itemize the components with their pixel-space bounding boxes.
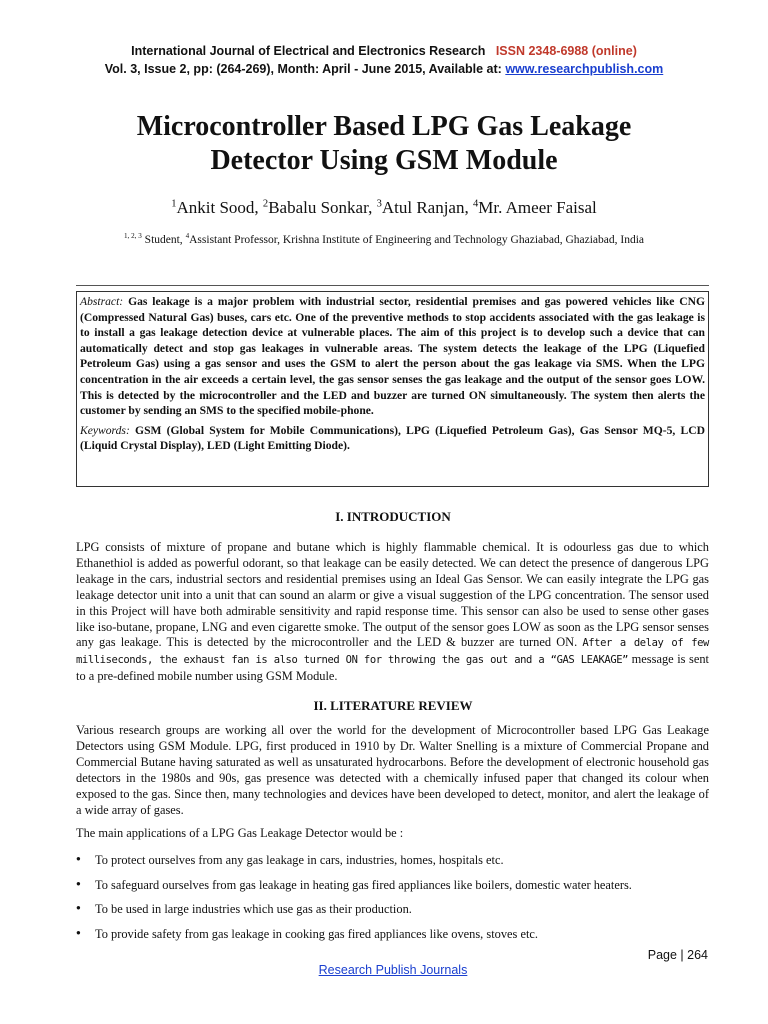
introduction-text: LPG consists of mixture of propane and butane which is highly flammable chemical. It is odourless gas due to which Ethanethiol is added as powerful odorant, so that leakage can be easily detected. We can detect the presence of dangerous LPG leakage in the cars, industrial sectors and residential premises using an Ideal Gas Sensor. We can easily integrate the LPG gas leakage detector unit into a unit that can sound an alarm or give a visual suggestion of the LPG concentration. The sensor used in this Project will have both admirable sensitivity and rapid response time. This sensor can also be used to sense other gases like iso-butane, propane, LNG and even cigarette smoke. The output of the sensor goes LOW as soon as the LPG sensor senses any gas leakage. This is detected by the microcontroller and the LED & buzzer are turned ON. — [76, 540, 709, 650]
author-4: Mr. Ameer Faisal — [478, 198, 597, 217]
journal-url-link[interactable]: www.researchpublish.com — [505, 62, 664, 76]
affiliation-text-2: Assistant Professor, Krishna Institute of Engineering and Technology Ghaziabad, Ghaziabad, India — [189, 234, 645, 246]
abstract-text: Gas leakage is a major problem with industrial sector, residential premises and gas powered vehicles like CNG (Compressed Natural Gas) buses, cars etc. One of the preventive methods to stop accidents associated with the gas leakage is to install a gas leakage detection device at vulnerable places. The aim of this project is to develop such a device that can automatically detect and stop gas leakages in vulnerable areas. The system detects the leakage of the LPG (Liquefied Petroleum Gas) using a gas sensor and uses the GSM to alert the person about the gas leakage via SMS. When the LPG concentration in the air exceeds a certain level, the gas sensor senses the gas leakage and the output of the sensor goes LOW. This is detected by the microcontroller and the LED and buzzer are turned ON simultaneously. The system then alerts the customer by sending an SMS to the specified mobile-phone. — [80, 295, 706, 418]
keywords-paragraph — [80, 423, 705, 454]
publisher-link[interactable]: Research Publish Journals — [318, 963, 468, 977]
author-2-sup: 2 — [262, 198, 269, 210]
author-4-sup: 4 — [472, 198, 479, 210]
volume-info: Vol. 3, Issue 2, pp: (264-269), Month: April - June 2015, Available at: — [104, 62, 502, 76]
affiliation — [0, 234, 768, 246]
header-rule — [76, 285, 709, 286]
journal-name-line — [0, 44, 768, 58]
affiliation-text-1: Student, — [141, 234, 186, 246]
page-number: Page | 264 — [647, 948, 708, 962]
list-item: ● To safeguard ourselves from gas leakage in heating gas fired appliances like boilers, domestic water heaters. — [76, 878, 709, 903]
introduction-body — [76, 540, 709, 685]
author-1: Ankit Sood, — [176, 198, 263, 217]
introduction-heading: I. INTRODUCTION — [335, 509, 451, 524]
title-line-1: Microcontroller Based LPG Gas Leakage — [136, 111, 632, 142]
author-list — [0, 198, 768, 218]
list-item: ● To be used in large industries which use gas as their production. — [76, 902, 709, 927]
author-3: Atul Ranjan, — [381, 198, 473, 217]
abstract-paragraph — [80, 294, 705, 419]
introduction-handwritten-line: After a delay of few milliseconds, the exhaust fan is also turned ON for throwing the gas out and a “GAS LEAKAGE” — [76, 637, 709, 667]
keywords-text: GSM (Global System for Mobile Communications), LPG (Liquefied Petroleum Gas), Gas Sensor MQ-5, LCD (Liquid Crystal Display), LED (Light Emitting Diode). — [80, 423, 705, 453]
applications-list — [76, 853, 709, 951]
abstract-box — [76, 291, 709, 487]
keywords-label: Keywords: — [80, 423, 130, 437]
list-item: ● To provide safety from gas leakage in cooking gas fired appliances like ovens, stoves etc. — [76, 927, 709, 952]
author-2: Babalu Sonkar, — [268, 198, 377, 217]
applications-intro: The main applications of a LPG Gas Leakage Detector would be : — [76, 826, 404, 840]
affiliation-sup-2: 4 — [185, 232, 190, 241]
literature-review-heading: II. LITERATURE REVIEW — [313, 698, 473, 713]
title-line-2: Detector Using GSM Module — [210, 145, 558, 176]
list-item: ● To protect ourselves from any gas leakage in cars, industries, homes, hospitals etc. — [76, 853, 709, 878]
introduction-paragraph — [76, 540, 709, 685]
author-3-sup: 3 — [376, 198, 382, 210]
affiliation-sup-1: 1, 2, 3 — [123, 232, 142, 241]
author-1-sup: 1 — [171, 198, 177, 210]
introduction-tail: message is sent to a pre-defined mobile number using GSM Module. — [76, 652, 709, 684]
journal-name: International Journal of Electrical and Electronics Research — [131, 44, 486, 58]
literature-review-body — [76, 723, 709, 818]
abstract-label: Abstract: — [80, 295, 124, 308]
paper-title — [0, 110, 768, 178]
volume-line — [0, 62, 768, 76]
footer — [0, 963, 768, 977]
issn: ISSN 2348-6988 (online) — [495, 44, 637, 58]
literature-review-paragraph: Various research groups are working all over the world for the development of Microcontroller based LPG Gas Leakage Detectors using GSM Module. LPG, first produced in 1910 by Dr. Walter Snelling is a mixture of Commercial Propane and Commercial Butane having saturated as well as unsaturated hydrocarbons. Before the development of electronic household gas detectors in the 1980s and 90s, gas presence was detected with a chemically infused paper that changed its colour when exposed to the gas. Since then, many technologies and devices have been developed to detect, monitor, and alert the leakage of a wide array of gases. — [76, 723, 709, 817]
